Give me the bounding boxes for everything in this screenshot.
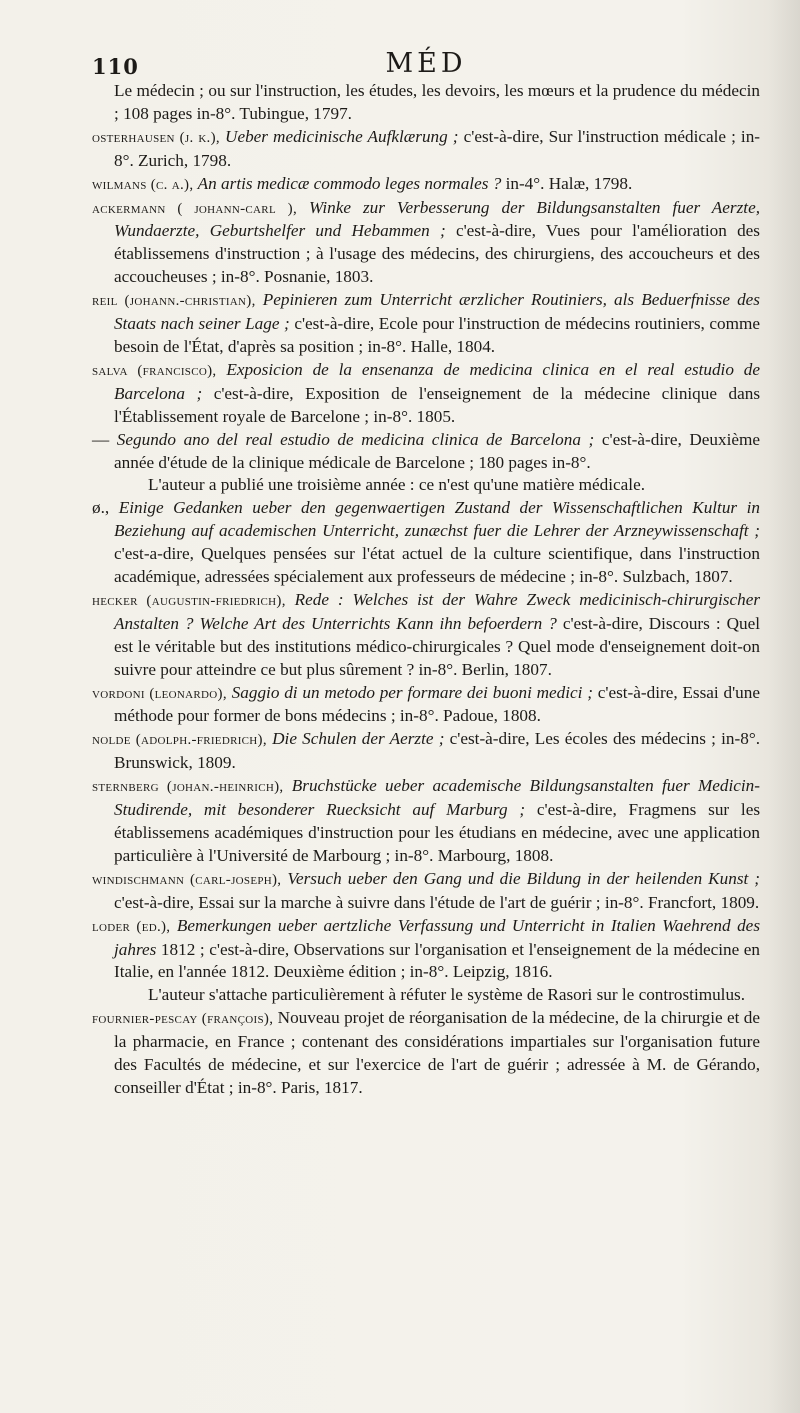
entry-rest: c'est-à-dire, Deuxième année d'étude de la clinique médicale de Barcelone ; 180 pages in-8°.	[114, 429, 760, 472]
entry-author: ackermann ( johann-carl ),	[92, 200, 298, 217]
running-head: MÉD	[385, 48, 467, 79]
entry-author: salva (francisco),	[92, 362, 217, 379]
entry-rest: c'est-a-dire, Quelques pensées sur l'état actuel de la culture scientifique, dans l'instruction académique, adressées spécialement aux professeurs de médecine ; in-8°. Sulzbach, 1807.	[114, 544, 760, 587]
entry-8	[92, 497, 760, 589]
entry-rest: c'est-à-dire, Sur l'instruction médicale ; in-8°. Zurich, 1798.	[114, 126, 761, 170]
entry-rest: c'est-à-dire, Essai d'une méthode pour former de bons médecins ; in-8°. Padoue, 1808.	[114, 682, 760, 726]
entry-title: Exposicion de la ensenanza de medicina clinica en el real estudio de Barcelona ;	[114, 359, 761, 403]
entry-author: vordoni (leonardo),	[92, 685, 227, 702]
entry-0	[92, 80, 760, 126]
entry-dash: —	[92, 429, 110, 449]
entry-rest: Nouveau projet de réorganisation de la médecine, de la chirurgie et de la pharmacie, en France ; contenant des considérations impartiales sur l'organisation future des Facultés de médecine, et sur l'exercice de l'art de guérir ; adressée à M. de Gérando, conseiller d'État ; in-8°. Paris, 1817.	[114, 1008, 760, 1097]
entry-2	[92, 173, 760, 197]
entry-rest: c'est-à-dire, Exposition de l'enseignement de la médecine clinique dans l'Établissement royale de Barcelone ; in-8°. 1805.	[114, 383, 761, 426]
entry-rest: in-4°. Halæ, 1798.	[505, 173, 633, 193]
entry-author: wilmans (c. a.),	[92, 176, 194, 193]
entry-author: windischmann (carl-joseph),	[92, 871, 282, 888]
entry-3	[92, 197, 760, 290]
entry-author: reil (johann.-christian),	[92, 293, 256, 310]
entry-rest: Le médecin ; ou sur l'instruction, les études, les devoirs, les mœurs et la prudence du médecin ; 108 pages in-8°. Tubingue, 1797.	[114, 81, 760, 123]
entry-14	[92, 915, 760, 985]
entry-rest: c'est-à-dire, Ecole pour l'instruction de médecins routiniers, comme besoin de l'État, d'après sa position ; in-8°. Halle, 1804.	[114, 314, 760, 356]
bibliography-text	[92, 80, 760, 1100]
entry-rest: c'est-à-dire, Vues pour l'amélioration des établissemens d'instruction ; à l'usage des médecins, des chirurgiens, des accoucheurs et des accoucheuses ; in-8°. Posnanie, 1803.	[114, 221, 760, 287]
entry-rest: c'est-à-dire, Essai sur la marche à suivre dans l'étude de l'art de guérir ; in-8°. Francfort, 1809.	[114, 892, 760, 912]
entry-rest: 1812 ; c'est-à-dire, Observations sur l'organisation et l'enseignement de la médecine en Italie, en l'année 1812. Deuxième édition ; in-8°. Leipzig, 1816.	[114, 939, 760, 982]
entry-author: sternberg (johan.-heinrich),	[92, 779, 284, 796]
entry-title: Rede : Welches ist der Wahre Zweck medicinisch-chirurgischer Anstalten ? Welche Art des Unterrichts Kann ihn befoerdern ?	[114, 589, 761, 633]
entry-note-7	[92, 474, 760, 497]
entry-12	[92, 775, 760, 868]
entry-9	[92, 589, 760, 682]
entry-title: Saggio di un metodo per formare dei buoni medici ;	[231, 682, 593, 702]
page-header	[92, 48, 760, 82]
entry-10	[92, 682, 760, 729]
entry-author: fournier-pescay (françois),	[92, 1011, 274, 1028]
entry-5	[92, 359, 760, 429]
entry-title: An artis medicæ commodo leges normales ?	[197, 173, 502, 193]
entry-title: Segundo ano del real estudio de medicina clinica de Barcelona ;	[116, 429, 595, 449]
entry-6	[92, 429, 760, 475]
entry-title: Pepinieren zum Unterricht ærzlicher Routiniers, als Beduerfnisse des Staats nach seiner Lage ;	[114, 290, 760, 334]
entry-author: ø.,	[92, 498, 110, 518]
entry-4	[92, 289, 760, 359]
entry-1	[92, 126, 760, 173]
entry-title: Die Schulen der Aerzte ;	[272, 729, 445, 749]
note-text: L'auteur a publié une troisième année : ce n'est qu'une matière médicale.	[148, 475, 646, 495]
entry-title: Bemerkungen ueber aertzliche Verfassung und Unterricht in Italien Waehrend des jahres	[114, 915, 761, 959]
page-number: 110	[92, 54, 139, 79]
entry-rest: c'est-à-dire, Fragmens sur les établissemens académiques d'instruction pour les étudians en médecine, avec une application particulière à l'Université de Marbourg ; in-8°. Marbourg, 1808.	[114, 800, 761, 865]
entry-16	[92, 1007, 760, 1100]
entry-13	[92, 868, 760, 915]
entry-author: loder (ed.),	[92, 918, 171, 935]
entry-author: hecker (augustin-friedrich),	[92, 592, 286, 609]
entry-title: Winke zur Verbesserung der Bildungsanstalten fuer Aerzte, Wundaerzte, Geburtshelfer und Hebammen ;	[114, 197, 761, 241]
entry-rest: c'est-à-dire, Discours : Quel est le véritable but des institutions médico-chirurgicales ? Quel mode d'enseignement doit-on suivre pour atteindre ce but plus sûrement ? in-8°. Berlin, 1807.	[114, 613, 761, 679]
entry-title: Einige Gedanken ueber den gegenwaertigen Zustand der Wissenschaftlichen Kultur in Beziehung auf academischen Unterricht, zunæchst fuer die Lehrer der Arzneywissenschaft ;	[114, 498, 761, 541]
entry-author: nolde (adolph.-friedrich),	[92, 732, 267, 749]
entry-title: Versuch ueber den Gang und die Bildung in der heilenden Kunst ;	[287, 868, 760, 888]
entry-note-15	[92, 984, 760, 1007]
entry-author: osterhausen (j. k.),	[92, 129, 220, 146]
entry-rest: c'est-à-dire, Les écoles des médecins ; in-8°. Brunswick, 1809.	[114, 729, 761, 773]
entry-title: Ueber medicinische Aufklærung ;	[225, 126, 459, 146]
entry-11	[92, 728, 760, 775]
entry-title: Bruchstücke ueber academische Bildungsanstalten fuer Medicin-Studirende, mit besonderer Ruecksicht auf Marburg ;	[114, 776, 761, 820]
note-text: L'auteur s'attache particulièrement à réfuter le système de Rasori sur le controstimulus.	[148, 985, 746, 1005]
